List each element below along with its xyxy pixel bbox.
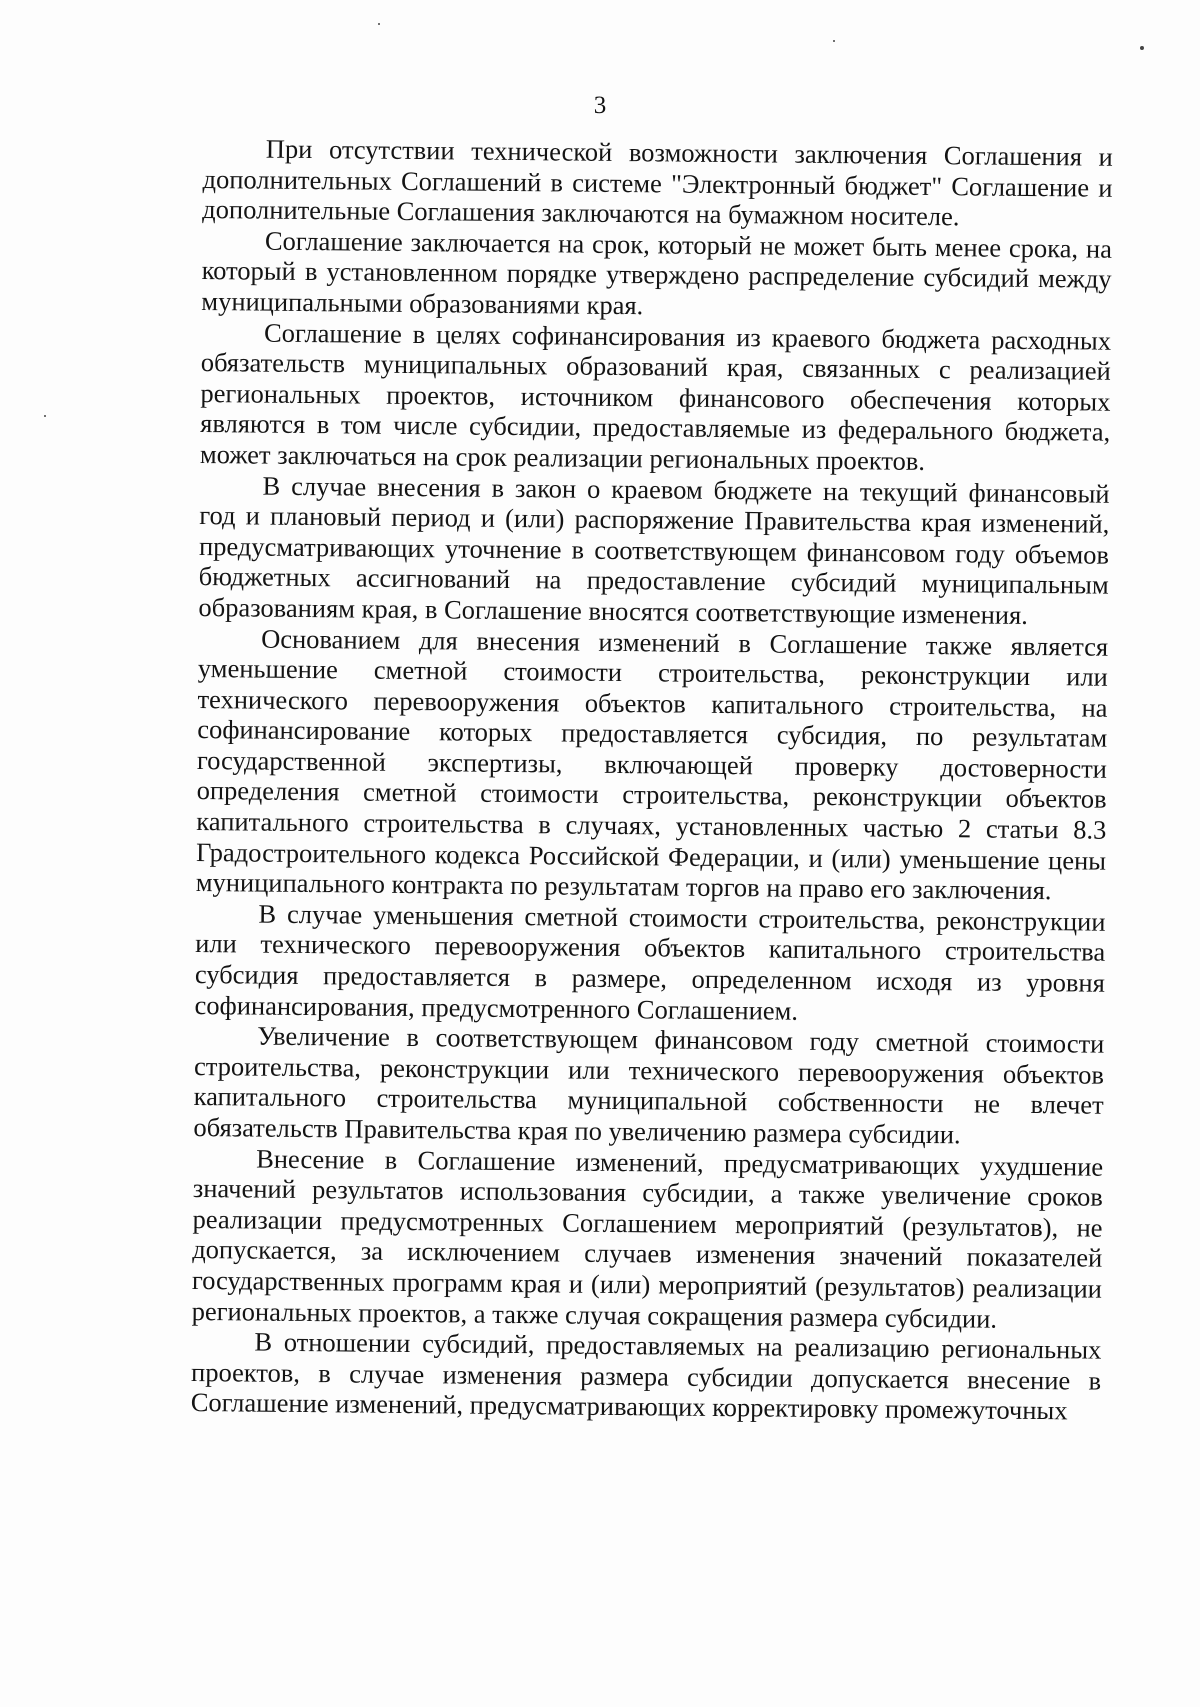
scan-speck — [378, 23, 380, 25]
scan-speck — [1140, 46, 1144, 50]
paragraph: В случае уменьшения сметной стоимости строительства, реконструкции или технического перевооружения объектов капитального строительства субсидия предоставляется в размере, определенном исходя из уровня софинансирования, предусмотренного Соглашением. — [194, 898, 1106, 1026]
paragraph: В отношении субсидий, предоставляемых на реализацию региональных проектов, в случае изменения размера субсидии допускается внесение в Соглашение изменений, предусматривающих корректировку промежуточных — [190, 1326, 1102, 1426]
document-body — [191, 133, 1113, 1427]
paragraph: Увеличение в соответствующем финансовом году сметной стоимости строительства, реконструкции или технического перевооружения объектов капитального строительства муниципальной собственности не влечет обязательств Правительства края по увеличению размера субсидии. — [193, 1020, 1105, 1150]
paragraph: Основанием для внесения изменений в Соглашение также является уменьшение сметной стоимости строительства, реконструкции или технического перевооружения объектов капитального строительства, на софинансирование которых предоставляется субсидия, по результатам государственной экспертизы, включающей проверку достоверности определения сметной стоимости строительства, реконструкции объектов капитального строительства в случаях, установленных частью 2 статьи 8.3 Градостроительного кодекса Российской Федерации, и (или) уменьшение цены муниципального контракта по результатам торгов на право его заключения. — [195, 623, 1109, 906]
paragraph: В случае внесения в закон о краевом бюджете на текущий финансовый год и плановый период и (или) распоряжение Правительства края изменений, предусматривающих уточнение в соответствующем финансовом году объемов бюджетных ассигнований на предоставление субсидий муниципальным образованиям края, в Соглашение вносятся соответствующие изменения. — [198, 470, 1110, 630]
paragraph: Внесение в Соглашение изменений, предусматривающих ухудшение значений результатов использования субсидии, а также увеличение сроков реализации предусмотренных Соглашением мероприятий (результатов), не допускается, за исключением случаев изменения значений показателей государственных программ края и (или) мероприятий (результатов) реализации региональных проектов, а также случая сокращения размера субсидии. — [191, 1143, 1104, 1334]
paragraph: При отсутствии технической возможности заключения Соглашения и дополнительных Соглашений в системе "Электронный бюджет" Соглашение и дополнительные Соглашения заключаются на бумажном носителе. — [202, 133, 1113, 232]
scan-speck — [44, 415, 46, 417]
paragraph: Соглашение в целях софинансирования из краевого бюджета расходных обязательств муниципальных образований края, связанных с реализацией региональных проектов, источником финансового обеспечения которых являются в том числе субсидии, предоставляемые из федерального бюджета, может заключаться на срок реализации региональных проектов. — [199, 317, 1112, 476]
page-number: 3 — [593, 92, 607, 119]
scan-speck — [833, 40, 835, 42]
paragraph: Соглашение заключается на срок, который не может быть менее срока, на который в установленном порядке утверждено распределение субсидий между муниципальными образованиями края. — [201, 225, 1113, 321]
